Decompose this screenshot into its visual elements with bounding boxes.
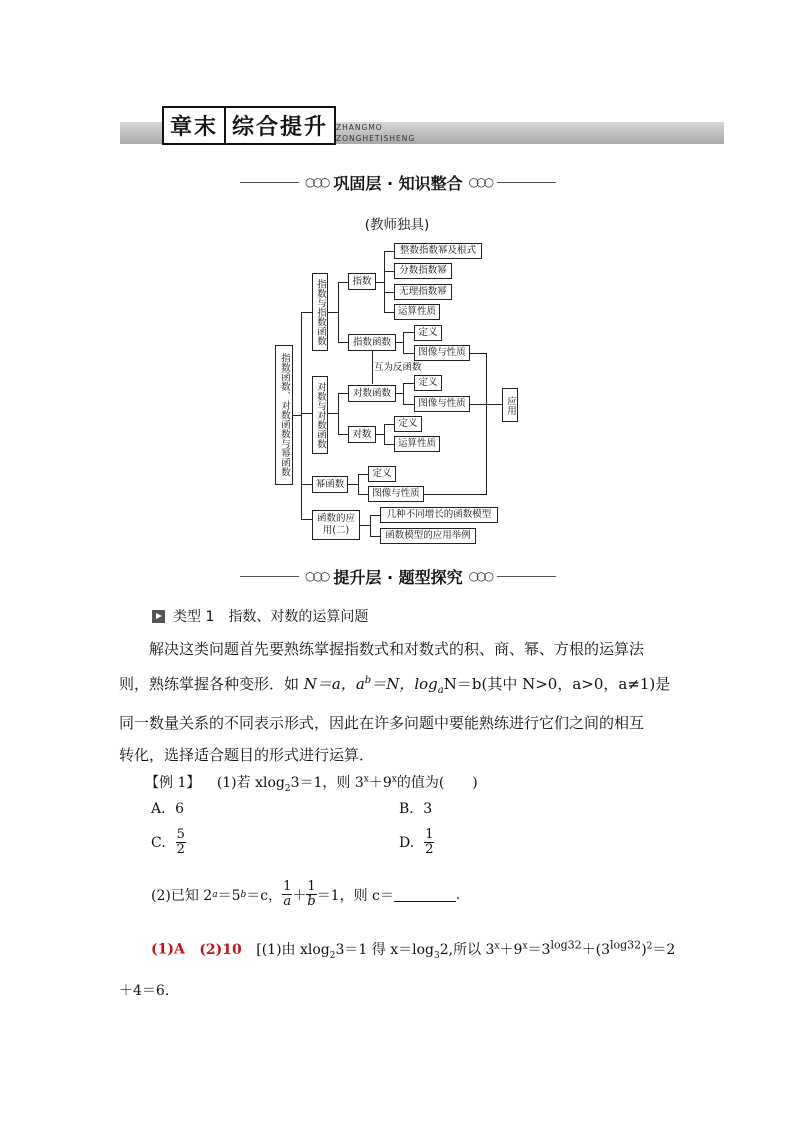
rings-ornament-icon: ○○○ [304, 175, 328, 189]
diagram-exp-func-graph: 图像与性质 [414, 345, 470, 361]
rings-ornament-icon: ○○○ [468, 175, 492, 189]
rings-ornament-icon: ○○○ [468, 569, 492, 583]
diagram-root-box: 指数函数、对数函数与幂函数 [275, 345, 293, 485]
diagram-exp-item-1: 整数指数幂及根式 [394, 243, 482, 259]
banner-label-chapter-end: 章末 [162, 106, 226, 145]
type-heading [152, 606, 368, 626]
play-triangle-icon [152, 610, 165, 623]
option-b: B．3 [399, 801, 433, 817]
diagram-log-box: 对数 [348, 426, 376, 443]
diagram-exp-item-2: 分数指数幂 [394, 263, 452, 279]
example-1-question: 【例 1】 (1)若 xlog$_2$3＝1，则 $3^x+9^x$的值为( ) [145, 774, 478, 794]
banner-pinyin-line-2: ZONGHETISHENG [336, 134, 416, 143]
option-d: D. $\frac{1}{2}$ [399, 827, 434, 857]
diagram-log-func-graph: 图像与性质 [414, 396, 470, 412]
answer-part-2: (2)10 [199, 941, 242, 958]
diagram-log-ops: 运算性质 [394, 436, 440, 452]
chapter-banner [162, 106, 336, 144]
section-title: 巩固层 · 知识整合 [333, 173, 463, 193]
answer-line-2: ＋4＝6. [119, 983, 170, 999]
example-1-part-2: (2)已知 2 a ＝5 b ＝c， $\frac{1}{a}$ ＋ $\frac{1}{b}$ ＝1，则 c＝ . [151, 879, 461, 909]
type-description [119, 636, 675, 768]
diagram-inverse-label: 互为反函数 [374, 362, 422, 373]
section-title: 提升层 · 题型探究 [333, 567, 463, 587]
teacher-note: (教师独具) [364, 217, 430, 233]
option-c: C. $\frac{5}{2}$ [151, 827, 185, 857]
banner-label-summary: 综合提升 [226, 106, 336, 145]
example-label: 【例 1】 [145, 774, 201, 791]
para-line-3: 同一数量关系的不同表示形式，因此在许多问题中要能熟练进行它们之间的相互 [119, 714, 645, 732]
diagram-app-item-2: 函数模型的应用举例 [380, 528, 476, 544]
diagram-app-item-1: 几种不同增长的函数模型 [380, 507, 498, 523]
para-line-4: 转化，选择适合题目的形式进行运算． [119, 746, 375, 764]
example-1-answer: (1)A (2)10 [(1)由 xlog$_2$3＝1 得 $x=\log_32$,所以 $3^x+9^x=3^{log32}+(3^{log32})^2=2$ [151, 938, 676, 961]
diagram-log-func-box: 对数函数 [348, 385, 396, 402]
answer-blank [394, 887, 456, 902]
para-line-2: 则，熟练掌握各种变形．如 N＝a，$a^b=N$，$\log_aN=b$(其中 N>0，a>0，a≠1)是 [119, 675, 671, 696]
diagram-exp-group-box: 指数与指数函数 [312, 273, 328, 351]
diagram-app-group-box: 函数的应用(二) [312, 510, 360, 540]
option-a: A．6 [151, 801, 185, 817]
diagram-power-func-box: 幂函数 [312, 476, 348, 493]
diagram-log-func-def: 定义 [414, 375, 442, 391]
answer-part-1: (1)A [151, 941, 185, 958]
banner-pinyin-line-1: ZHANGMO [336, 123, 383, 132]
type-title: 类型 1 指数、对数的运算问题 [173, 609, 369, 625]
diagram-power-def: 定义 [368, 466, 396, 482]
diagram-exp-item-3: 无理指数幂 [394, 284, 452, 300]
diagram-exp-func-box: 指数函数 [348, 334, 396, 351]
diagram-exp-func-def: 定义 [414, 325, 442, 341]
diagram-power-graph: 图像与性质 [368, 486, 424, 502]
diagram-application-box: 应用 [502, 388, 518, 422]
diagram-log-group-box: 对数与对数函数 [312, 376, 328, 454]
banner-pinyin [336, 122, 415, 144]
para-line-1: 解决这类问题首先要熟练掌握指数式和对数式的积、商、幂、方根的运算法 [149, 640, 645, 658]
section-heading-consolidation [240, 172, 556, 192]
rings-ornament-icon: ○○○ [304, 569, 328, 583]
section-heading-improvement [240, 566, 556, 586]
diagram-exp-item-4: 运算性质 [394, 304, 440, 320]
diagram-exp-box: 指数 [348, 273, 376, 290]
diagram-log-def: 定义 [394, 416, 422, 432]
